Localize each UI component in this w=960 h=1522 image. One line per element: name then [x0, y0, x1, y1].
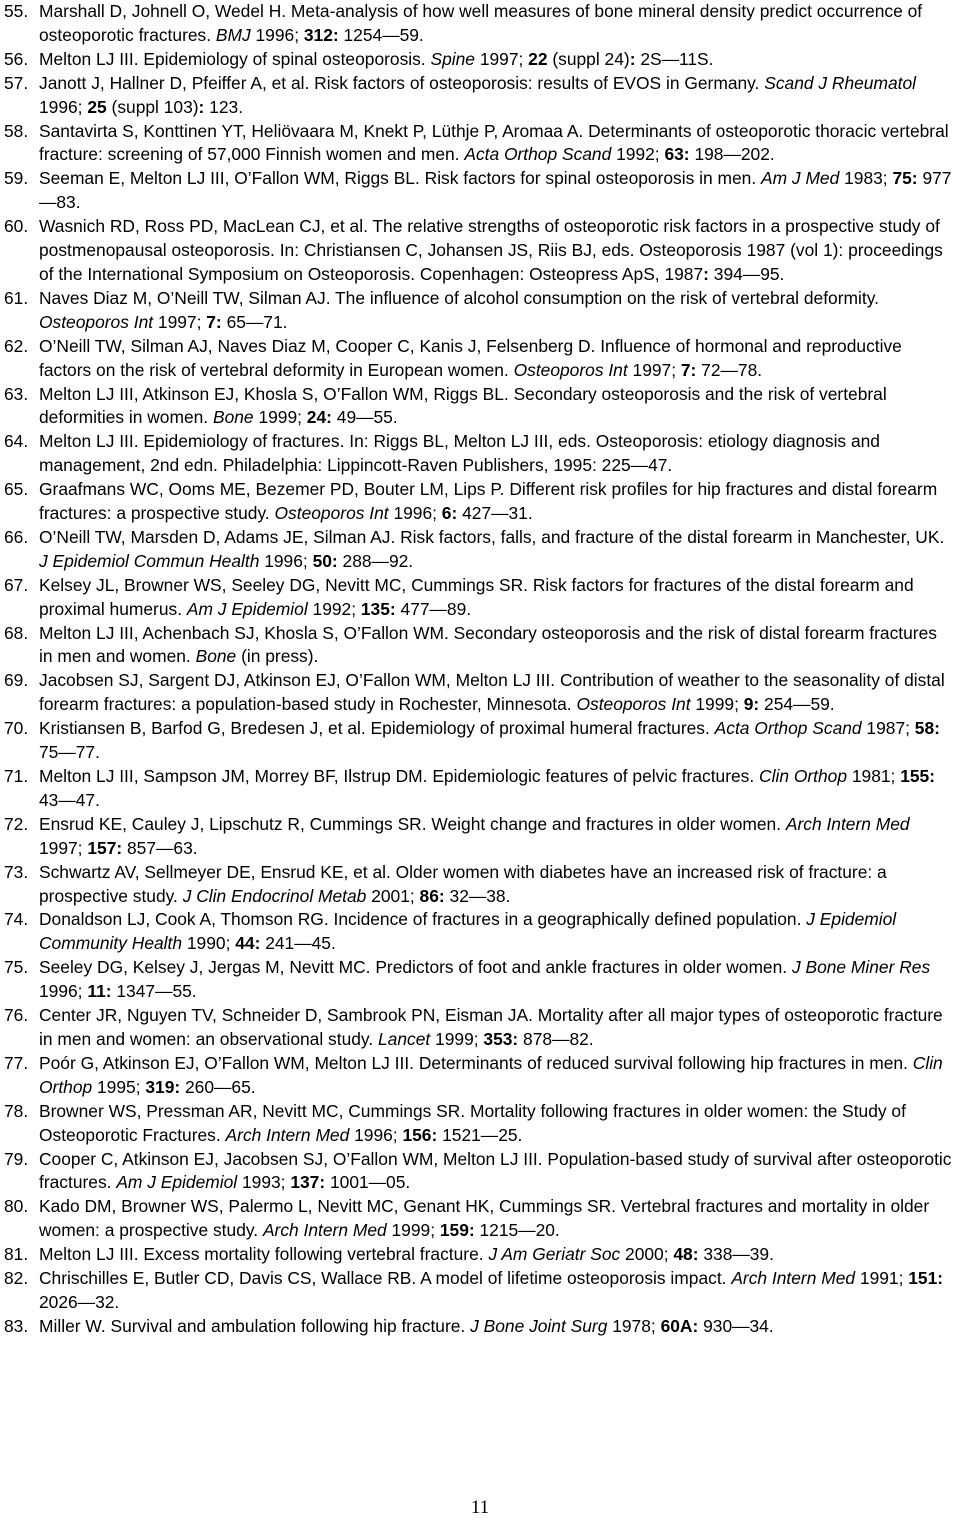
volume-number: 137:: [290, 1172, 326, 1193]
reference-text: [39, 813, 955, 861]
volume-number: 312:: [303, 24, 339, 45]
citation-text: 1992;: [307, 598, 361, 619]
citation-text: 2026—32.: [39, 1291, 120, 1312]
citation-text: Poór G, Atkinson EJ, O’Fallon WM, Melton LJ III. Determinants of reduced survival following hip fractures in men.: [39, 1052, 913, 1073]
volume-number: 135:: [360, 598, 396, 619]
reference-item: [0, 287, 955, 335]
citation-text: 338—39.: [698, 1244, 774, 1265]
reference-item: [0, 1004, 955, 1052]
volume-number: 157:: [87, 837, 123, 858]
citation-text: 1992;: [611, 144, 665, 165]
reference-item: [0, 72, 955, 120]
volume-number: 155:: [900, 766, 936, 786]
citation-text: (suppl 24): [547, 48, 630, 69]
reference-number: 64.: [4, 431, 29, 452]
reference-item: [0, 526, 955, 574]
citation-text: 1996;: [349, 1124, 403, 1145]
reference-item: [0, 1100, 955, 1148]
reference-text: [39, 215, 955, 287]
journal-title: Osteoporos Int: [274, 503, 389, 524]
reference-text: [39, 167, 955, 215]
citation-text: 1521—25.: [437, 1124, 523, 1145]
reference-number: 58.: [4, 120, 29, 141]
journal-title: BMJ: [215, 24, 251, 45]
citation-text: Donaldson LJ, Cook A, Thomson RG. Incidence of fractures in a geographically defined population.: [39, 909, 807, 930]
reference-text: [39, 765, 955, 813]
volume-number: 50:: [312, 550, 338, 571]
citation-text: 75—77.: [39, 742, 100, 763]
citation-text: Kelsey JL, Browner WS, Seeley DG, Nevitt MC, Cummings SR. Risk factors for fractures of the distal forearm and proximal humerus.: [39, 574, 914, 619]
citation-text: Kado DM, Browner WS, Palermo L, Nevitt MC, Genant HK, Cummings SR. Vertebral fractures and mortality in older women: a prospective study.: [39, 1196, 930, 1241]
citation-text: 2001;: [366, 885, 420, 906]
citation-text: 1996;: [39, 981, 88, 1002]
volume-number: 58:: [914, 718, 940, 739]
volume-number: 60A:: [660, 1315, 699, 1336]
citation-text: Seeman E, Melton LJ III, O’Fallon WM, Riggs BL. Risk factors for spinal osteoporosis in men.: [39, 168, 761, 189]
reference-text: [39, 908, 955, 956]
citation-text: 198—202.: [689, 144, 775, 165]
reference-number: 72.: [4, 813, 29, 834]
volume-number: :: [629, 48, 636, 69]
citation-text: 1996;: [250, 24, 304, 45]
citation-text: 1254—59.: [338, 24, 424, 45]
reference-text: [39, 335, 955, 383]
reference-number: 75.: [4, 957, 29, 978]
volume-number: 24:: [306, 407, 332, 428]
volume-number: 156:: [402, 1124, 438, 1145]
reference-number: 60.: [4, 216, 29, 237]
citation-text: Chrischilles E, Butler CD, Davis CS, Wallace RB. A model of lifetime osteoporosis impact.: [39, 1268, 732, 1289]
reference-text: [39, 287, 955, 335]
citation-text: Jacobsen SJ, Sargent DJ, Atkinson EJ, O’Fallon WM, Melton LJ III. Contribution of weather to the seasonality of distal forearm fractures: a population-based study in Rochester, Minnesota.: [39, 670, 945, 715]
citation-text: Wasnich RD, Ross PD, MacLean CJ, et al. The relative strengths of osteoporotic risk factors in a prospective study of postmenopausal osteoporosis. In: Christiansen C, Johansen JS, Riis BJ, eds. Osteoporosis 1987 (vol 1): proceedings of the International Symposium on Osteoporosis. Copenhagen: Osteopress ApS, 1987: [39, 216, 943, 284]
citation-text: 1999;: [430, 1028, 484, 1049]
reference-item: [0, 0, 955, 48]
volume-number: 151:: [908, 1268, 944, 1289]
citation-text: Melton LJ III. Epidemiology of fractures. In: Riggs BL, Melton LJ III, eds. Osteoporosis: etiology diagnosis and management, 2nd edn. Philadelphia: Lippincott-Raven Publishers, 1995: 225—47.: [39, 431, 880, 476]
reference-text: [39, 669, 955, 717]
citation-text: Melton LJ III, Achenbach SJ, Khosla S, O’Fallon WM. Secondary osteoporosis and the risk of distal forearm fractures in men and women.: [39, 622, 937, 667]
journal-title: J Am Geriatr Soc: [488, 1244, 621, 1265]
reference-number: 82.: [4, 1268, 29, 1289]
reference-text: [39, 574, 955, 622]
volume-number: 44:: [235, 933, 261, 954]
reference-item: [0, 48, 955, 72]
journal-title: Am J Med: [761, 168, 840, 189]
citation-text: 1215—20.: [474, 1220, 560, 1241]
reference-number: 78.: [4, 1100, 29, 1121]
reference-number: 68.: [4, 622, 29, 643]
reference-item: [0, 167, 955, 215]
reference-item: [0, 335, 955, 383]
reference-number: 73.: [4, 861, 29, 882]
reference-number: 56.: [4, 48, 29, 69]
citation-text: 1997;: [474, 48, 529, 69]
reference-text: [39, 478, 955, 526]
volume-number: 75:: [892, 168, 918, 189]
citation-text: Naves Diaz M, O’Neill TW, Silman AJ. The influence of alcohol consumption on the risk of vertebral deformity.: [39, 287, 879, 308]
reference-item: [0, 1148, 955, 1196]
citation-text: 1990;: [182, 933, 236, 954]
reference-text: [39, 717, 955, 765]
reference-number: 55.: [4, 1, 29, 21]
reference-text: [39, 430, 955, 478]
reference-number: 71.: [4, 766, 29, 786]
citation-text: Center JR, Nguyen TV, Schneider D, Sambrook PN, Eisman JA. Mortality after all major types of osteoporotic fracture in men and women: an observational study.: [39, 1005, 943, 1049]
citation-text: Browner WS, Pressman AR, Nevitt MC, Cummings SR. Mortality following fractures in older women: the Study of Osteoporotic Fractures.: [39, 1100, 906, 1145]
journal-title: Spine: [430, 48, 475, 69]
reference-item: [0, 861, 955, 909]
citation-text: (in press).: [236, 646, 319, 667]
citation-text: 1993;: [237, 1172, 291, 1193]
citation-text: 427—31.: [457, 503, 533, 524]
journal-title: Clin Orthop: [39, 1052, 943, 1097]
reference-item: [0, 1267, 955, 1315]
citation-text: 2000;: [620, 1244, 674, 1265]
citation-text: 1997;: [153, 311, 207, 332]
reference-text: [39, 1004, 955, 1052]
reference-item: [0, 574, 955, 622]
citation-text: 1999;: [253, 407, 307, 428]
journal-title: Clin Orthop: [759, 766, 848, 786]
citation-text: Kristiansen B, Barfod G, Bredesen J, et al. Epidemiology of proximal humeral fractures.: [39, 718, 715, 739]
citation-text: Seeley DG, Kelsey J, Jergas M, Nevitt MC. Predictors of foot and ankle fractures in older women.: [39, 957, 792, 978]
citation-text: Melton LJ III, Sampson JM, Morrey BF, Ilstrup DM. Epidemiologic features of pelvic fractures.: [39, 766, 760, 786]
reference-text: [39, 1267, 955, 1315]
volume-number: 319:: [145, 1076, 181, 1097]
citation-text: 1981;: [847, 766, 901, 786]
citation-text: Melton LJ III. Excess mortality following vertebral fracture.: [39, 1244, 489, 1265]
citation-text: 1347—55.: [111, 981, 197, 1002]
volume-number: 159:: [439, 1220, 475, 1241]
reference-text: [39, 1052, 955, 1100]
reference-number: 83.: [4, 1315, 29, 1336]
reference-text: [39, 1148, 955, 1196]
journal-title: Bone: [212, 407, 254, 428]
citation-text: 43—47.: [39, 789, 100, 810]
citation-text: 32—38.: [444, 885, 511, 906]
citation-text: 1995;: [92, 1076, 146, 1097]
citation-text: 1983;: [839, 168, 893, 189]
reference-item: [0, 1195, 955, 1243]
reference-text: [39, 1315, 955, 1339]
reference-text: [39, 383, 955, 431]
citation-text: 72—78.: [696, 359, 763, 380]
citation-text: 241—45.: [260, 933, 336, 954]
citation-text: 260—65.: [180, 1076, 256, 1097]
reference-text: [39, 861, 955, 909]
volume-number: :: [703, 263, 709, 284]
reference-number: 81.: [4, 1244, 29, 1265]
citation-text: (suppl 103): [106, 96, 199, 117]
citation-text: 49—55.: [331, 407, 398, 428]
citation-text: 65—71.: [221, 311, 288, 332]
reference-text: [39, 956, 955, 1004]
reference-number: 74.: [4, 909, 29, 930]
page-number: 11: [470, 1497, 490, 1518]
reference-item: [0, 478, 955, 526]
volume-number: 6:: [441, 503, 458, 524]
volume-number: 9:: [743, 694, 760, 715]
journal-title: J Bone Miner Res: [791, 957, 931, 978]
citation-text: 1999;: [386, 1220, 440, 1241]
citation-text: 394—95.: [708, 263, 785, 284]
reference-number: 59.: [4, 168, 29, 189]
citation-text: 123.: [204, 96, 244, 117]
volume-number: 11:: [87, 981, 112, 1002]
reference-number: 66.: [4, 526, 29, 547]
citation-text: 977—83.: [39, 168, 952, 213]
reference-text: [39, 1243, 955, 1267]
journal-title: Am J Epidemiol: [186, 598, 308, 619]
journal-title: Lancet: [378, 1028, 431, 1049]
reference-text: [39, 1195, 955, 1243]
reference-item: [0, 430, 955, 478]
reference-item: [0, 1243, 955, 1267]
journal-title: Bone: [195, 646, 237, 667]
reference-number: 80.: [4, 1196, 29, 1217]
citation-text: 1996;: [388, 503, 442, 524]
reference-item: [0, 813, 955, 861]
journal-title: Osteoporos Int: [39, 311, 154, 332]
journal-title: Scand J Rheumatol: [764, 72, 917, 93]
journal-title: Arch Intern Med: [225, 1124, 350, 1145]
citation-text: Schwartz AV, Sellmeyer DE, Ensrud KE, et al. Older women with diabetes have an increased risk of fracture: a prospective study.: [39, 861, 887, 906]
journal-title: Osteoporos Int: [576, 694, 691, 715]
citation-text: 930—34.: [698, 1315, 774, 1336]
reference-text: [39, 120, 955, 168]
citation-text: 1991;: [855, 1268, 909, 1289]
citation-text: Ensrud KE, Cauley J, Lipschutz R, Cummings SR. Weight change and fractures in older women.: [39, 813, 786, 834]
volume-number: 22: [528, 48, 548, 69]
reference-text: [39, 72, 955, 120]
citation-text: Santavirta S, Konttinen YT, Heliövaara M, Knekt P, Lüthje P, Aromaa A. Determinants of osteoporotic thoracic vertebral fracture: screening of 57,000 Finnish women and men.: [39, 120, 949, 165]
volume-number: 7:: [680, 359, 697, 380]
citation-text: 1987;: [861, 718, 915, 739]
citation-text: 878—82.: [518, 1028, 594, 1049]
reference-number: 69.: [4, 670, 29, 691]
citation-text: 857—63.: [122, 837, 198, 858]
reference-number: 77.: [4, 1052, 29, 1073]
citation-text: 477—89.: [395, 598, 472, 619]
reference-text: [39, 48, 955, 72]
reference-number: 63.: [4, 383, 29, 404]
reference-item: [0, 1052, 955, 1100]
reference-number: 65.: [4, 479, 29, 500]
reference-item: [0, 215, 955, 287]
citation-text: Cooper C, Atkinson EJ, Jacobsen SJ, O’Fallon WM, Melton LJ III. Population-based study of survival after osteoporotic fractures.: [39, 1148, 952, 1193]
citation-text: 254—59.: [759, 694, 835, 715]
journal-title: Osteoporos Int: [513, 359, 628, 380]
volume-number: 48:: [673, 1244, 699, 1265]
citation-text: O’Neill TW, Silman AJ, Naves Diaz M, Cooper C, Kanis J, Felsenberg D. Influence of hormonal and reproductive factors on the risk of vertebral deformity in European women.: [39, 335, 902, 380]
reference-item: [0, 622, 955, 670]
reference-item: [0, 669, 955, 717]
journal-title: Acta Orthop Scand: [714, 718, 862, 739]
citation-text: O’Neill TW, Marsden D, Adams JE, Silman AJ. Risk factors, falls, and fracture of the distal forearm in Manchester, UK.: [39, 526, 945, 547]
volume-number: 7:: [206, 311, 222, 332]
citation-text: 288—92.: [337, 550, 414, 571]
citation-text: 1001—05.: [325, 1172, 411, 1193]
journal-title: Am J Epidemiol: [116, 1172, 238, 1193]
citation-text: Graafmans WC, Ooms ME, Bezemer PD, Bouter LM, Lips P. Different risk profiles for hip fractures and distal forearm fractures: a prospective study.: [39, 479, 938, 524]
volume-number: 86:: [419, 885, 445, 906]
journal-title: Acta Orthop Scand: [464, 144, 612, 165]
reference-number: 76.: [4, 1005, 29, 1026]
volume-number: :: [198, 96, 205, 117]
reference-item: [0, 1315, 955, 1339]
reference-item: [0, 956, 955, 1004]
reference-text: [39, 0, 955, 48]
citation-text: 1997;: [39, 837, 88, 858]
citation-text: 1997;: [627, 359, 681, 380]
volume-number: 63:: [664, 144, 690, 165]
citation-text: Marshall D, Johnell O, Wedel H. Meta-analysis of how well measures of bone mineral density predict occurrence of osteoporotic fractures.: [39, 1, 923, 45]
citation-text: Melton LJ III, Atkinson EJ, Khosla S, O’Fallon WM, Riggs BL. Secondary osteoporosis and the risk of vertebral deformities in women.: [39, 383, 887, 428]
reference-item: [0, 908, 955, 956]
reference-item: [0, 383, 955, 431]
citation-text: Melton LJ III. Epidemiology of spinal osteoporosis.: [39, 48, 431, 69]
volume-number: 353:: [483, 1028, 519, 1049]
reference-item: [0, 717, 955, 765]
journal-title: J Epidemiol Commun Health: [39, 550, 260, 571]
journal-title: J Bone Joint Surg: [470, 1315, 608, 1336]
journal-title: Arch Intern Med: [785, 813, 910, 834]
citation-text: 1996;: [259, 550, 313, 571]
citation-text: 1996;: [39, 96, 88, 117]
volume-number: 25: [87, 96, 107, 117]
reference-text: [39, 1100, 955, 1148]
reference-number: 79.: [4, 1148, 29, 1169]
reference-text: [39, 622, 955, 670]
reference-item: [0, 765, 955, 813]
citation-text: Janott J, Hallner D, Pfeiffer A, et al. Risk factors of osteoporosis: results of EVOS in Germany.: [39, 72, 765, 93]
reference-number: 67.: [4, 574, 29, 595]
journal-title: Arch Intern Med: [262, 1220, 387, 1241]
reference-number: 62.: [4, 335, 29, 356]
citation-text: 2S—11S.: [635, 48, 714, 69]
citation-text: 1999;: [690, 694, 744, 715]
journal-title: J Clin Endocrinol Metab: [182, 885, 367, 906]
reference-item: [0, 120, 955, 168]
reference-number: 57.: [4, 72, 29, 93]
journal-title: Arch Intern Med: [731, 1268, 856, 1289]
journal-title: J Epidemiol Community Health: [39, 909, 897, 954]
citation-text: Miller W. Survival and ambulation following hip fracture.: [39, 1315, 471, 1336]
reference-number: 70.: [4, 718, 29, 739]
reference-text: [39, 526, 955, 574]
citation-text: 1978;: [607, 1315, 661, 1336]
reference-number: 61.: [4, 287, 29, 308]
